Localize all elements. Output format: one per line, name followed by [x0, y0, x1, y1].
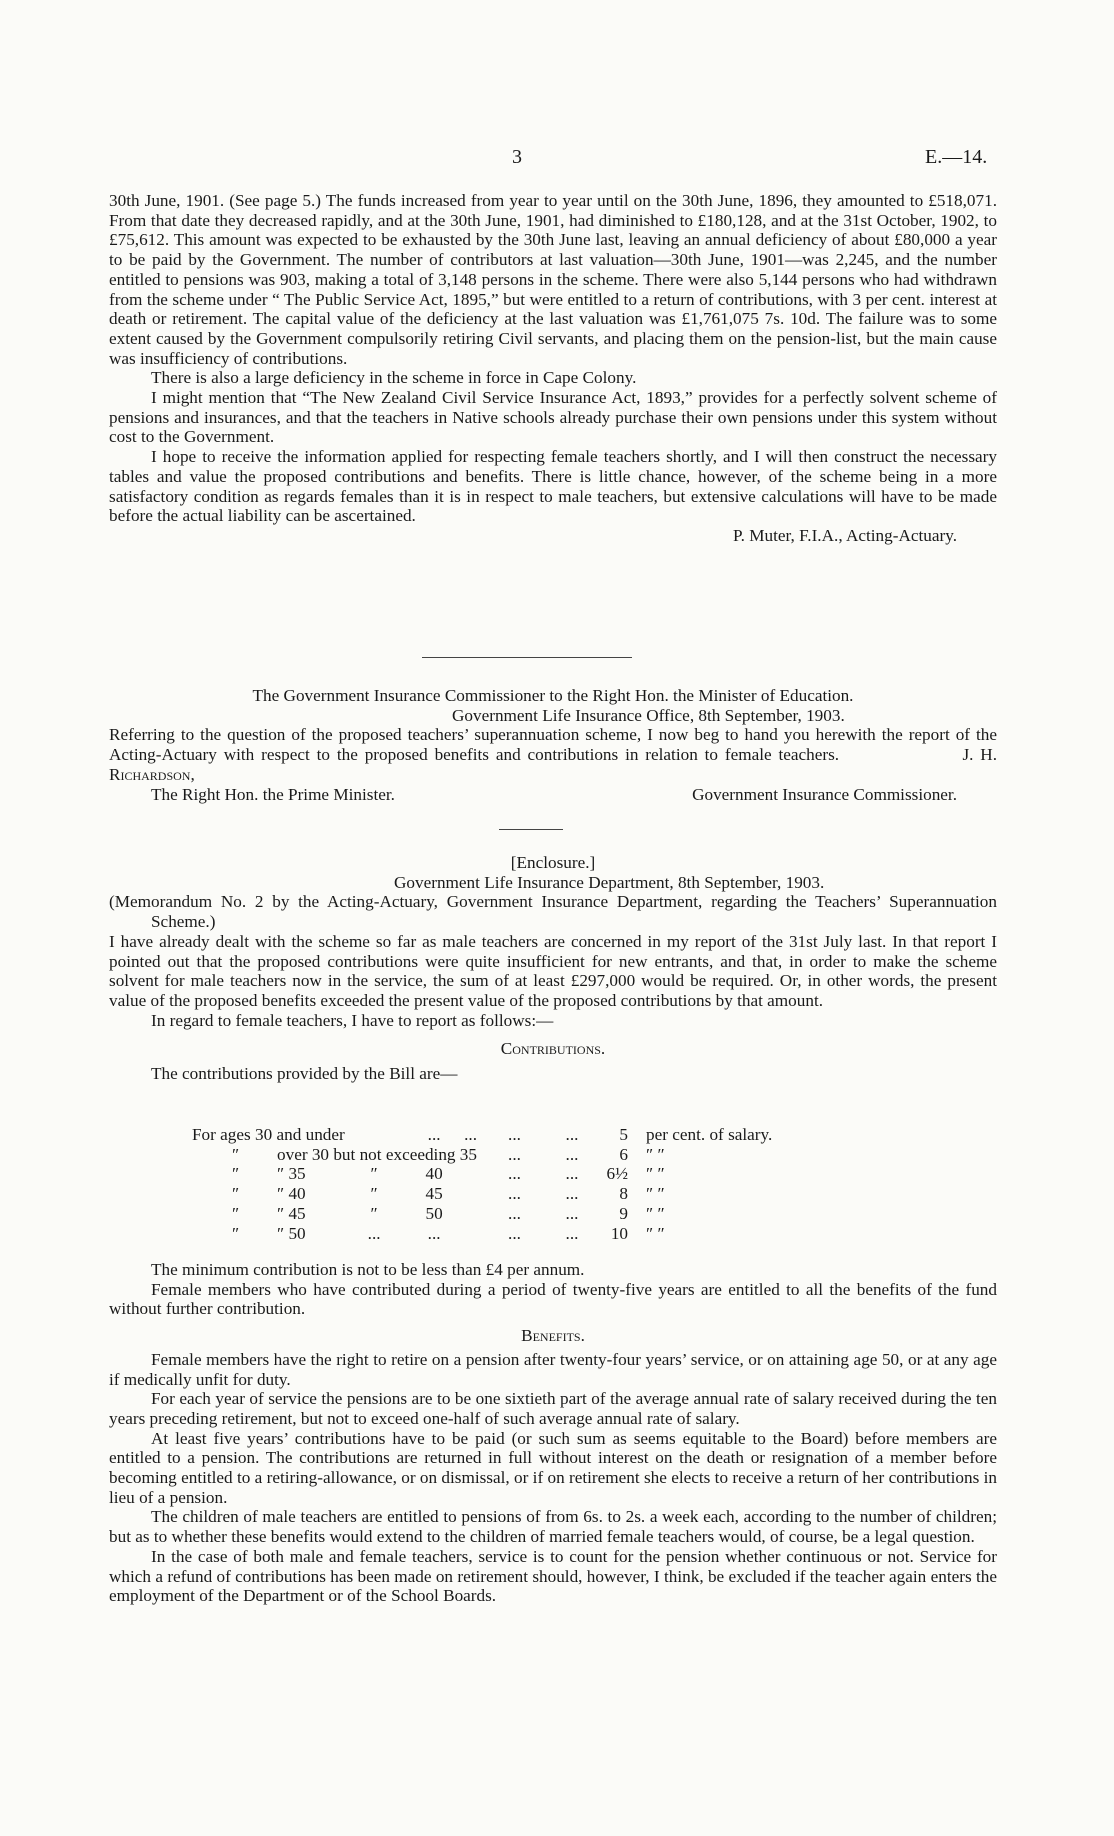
contribution-unit: ″ ″ [646, 1223, 665, 1243]
contribution-rate: 10 [610, 1223, 628, 1243]
contributions-table [192, 1125, 772, 1243]
contribution-cell: ... [427, 1223, 441, 1243]
contribution-cell: ″ 40 [277, 1184, 306, 1204]
report-paragraph: 30th June, 1901. (See page 5.) The funds increased from year to year until on the 30th June, 1896, they amounted to £518,071. From that date they decreased rapidly, and at the 30th June, 1901, had diminished to £180,128, and at the 31st October, 1902, to £75,612. This amount was expected to be exhausted by the 30th June last, leaving an annual deficiency of about £80,000 a year to be paid by the Government. The number of contributors at last valuation—30th June, 1901—was 2,245, and the number entitled to pensions was 903, making a total of 3,148 persons in the scheme. There were also 5,144 persons who had withdrawn from the scheme under “ The Public Service Act, 1895,” but were entitled to a return of contributions, with 3 per cent. interest at death or retirement. The capital value of the deficiency at the last valuation was £1,761,075 7s. 10d. The failure was to some extent caused by the Government compulsorily retiring Civil servants, and placing them on the pension-list, but the main cause was insufficiency of contributions. [109, 191, 997, 368]
contribution-unit: ″ ″ [646, 1164, 665, 1184]
contribution-cell: over 30 but not exceeding 35 [277, 1144, 477, 1164]
letter-signer-title: Government Insurance Commissioner. [692, 784, 957, 804]
contribution-cell: ″ [232, 1144, 240, 1164]
contribution-cell: ... [464, 1125, 477, 1144]
contribution-cell [464, 1204, 477, 1224]
enclosure-label: [Enclosure.] [510, 853, 596, 872]
contribution-cell: 45 [425, 1184, 443, 1204]
benefits-heading: Benefits. [521, 1326, 585, 1346]
enclosure-dateline: Government Life Insurance Department, 8th September, 1903. [394, 872, 825, 892]
report-paragraph: There is also a large deficiency in the scheme in force in Cape Colony. [151, 368, 637, 388]
contribution-cell [464, 1224, 477, 1244]
contribution-cell: For ages 30 and under [192, 1125, 345, 1144]
contribution-cell: ... [565, 1164, 579, 1184]
section-divider [422, 657, 632, 658]
letter-addressee: The Right Hon. the Prime Minister. [151, 784, 395, 804]
enclosure-paragraph: I have already dealt with the scheme so far as male teachers are concerned in my report of the 31st July last. In that report I pointed out that the proposed contributions were quite insufficient for new entrants, and that, in order to make the scheme solvent for male teachers now in the service, the sum of at least £297,000 would be required. Or, in other words, the present value of the proposed benefits exceeded the present value of the proposed contributions by that amount. [109, 931, 997, 1010]
benefits-paragraph: At least five years’ contributions have to be paid (or such sum as seems equitable to the Board) before members are entitled to a pension. The contributions are returned in full without interest on the death or resignation of a member before becoming entitled to a retiring-allowance, or on dismissal, or if on retirement she elects to receive a return of her contributions in lieu of a pension. [109, 1428, 997, 1507]
contribution-cell: ... [565, 1184, 579, 1204]
contribution-unit: ″ ″ [646, 1184, 665, 1204]
contribution-row [192, 1145, 772, 1165]
contribution-cell: 40 [425, 1164, 443, 1184]
contribution-cell: ... [508, 1144, 521, 1164]
contribution-row [192, 1125, 772, 1145]
letter-dateline: Government Life Insurance Office, 8th September, 1903. [452, 705, 845, 725]
contribution-cell: ... [565, 1125, 579, 1144]
memo-title: (Memorandum No. 2 by the Acting-Actuary, Government Insurance Department, regarding the Teachers’ Superannuation Scheme.) [109, 892, 997, 932]
benefits-paragraph: Female members have the right to retire on a pension after twenty-four years’ service, or on attaining age 50, or at any age if medically unfit for duty. [109, 1349, 997, 1389]
document-reference: E.—14. [925, 146, 988, 168]
contributions-intro: The contributions provided by the Bill are— [151, 1064, 458, 1084]
benefits-paragraph: For each year of service the pensions are to be one sixtieth part of the average annual rate of salary received during the ten years preceding retirement, but not to exceed one-half of such average annual rate of salary. [109, 1389, 997, 1428]
benefits-paragraph: In the case of both male and female teachers, service is to count for the pension whether continuous or not. Service for which a refund of contributions has been made on retirement should, however, I think, be excluded if the teacher again enters the employment of the Department or of the School Boards. [109, 1546, 997, 1606]
contribution-rate: 6 [619, 1144, 628, 1164]
contribution-cell: ... [565, 1144, 579, 1164]
contributions-heading: Contributions. [500, 1039, 606, 1059]
contribution-unit: ″ ″ [646, 1203, 665, 1223]
contribution-rate: 5 [619, 1125, 628, 1144]
contribution-cell: ... [427, 1125, 441, 1144]
report-paragraph: I might mention that “The New Zealand Civil Service Insurance Act, 1893,” provides for a perfectly solvent scheme of pensions and insurances, and that the teachers in Native schools already purchase their own pensions under this system without cost to the Government. [109, 388, 997, 447]
contribution-cell: ″ [370, 1203, 378, 1223]
contribution-cell [464, 1164, 477, 1184]
commissioner-letter [109, 686, 997, 804]
contribution-cell [464, 1184, 477, 1204]
contribution-cell: ″ 45 [277, 1203, 306, 1223]
benefits-paragraph: The children of male teachers are entitled to pensions of from 6s. to 2s. a week each, according to the number of children; but as to whether these benefits would extend to the children of married female teachers would, of course, be a legal question. [109, 1507, 997, 1547]
letter-closing [109, 785, 997, 805]
contribution-cell: ″ [370, 1164, 378, 1184]
contribution-row [192, 1204, 772, 1224]
contribution-unit: per cent. of salary. [646, 1125, 773, 1144]
contribution-cell: ″ 50 [277, 1223, 306, 1243]
actuary-signature: P. Muter, F.I.A., Acting-Actuary. [732, 525, 957, 545]
contributions-paragraph: The minimum contribution is not to be less than £4 per annum. [151, 1260, 585, 1279]
contribution-cell: ... [565, 1203, 579, 1223]
contribution-row [192, 1184, 772, 1204]
contribution-cell: ″ [232, 1203, 240, 1223]
contribution-cell: ... [367, 1223, 381, 1243]
contributions-notes [109, 1260, 997, 1606]
contribution-cell: 50 [425, 1203, 443, 1223]
contribution-cell: ″ [232, 1184, 240, 1204]
report-continuation [109, 191, 997, 546]
contribution-cell: ... [508, 1184, 521, 1204]
contribution-cell: ... [508, 1203, 521, 1223]
contribution-cell: ″ [232, 1164, 240, 1184]
report-paragraph: I hope to receive the information applied for respecting female teachers shortly, and I will then construct the necessary tables and value the proposed contributions and benefits. There is little chance, however, of the scheme being in a more satisfactory condition as regards females than it is in respect to male teachers, but extensive calculations will have to be made before the actual liability can be ascertained. [109, 447, 997, 526]
contributions-paragraph: Female members who have contributed during a period of twenty-five years are entitled to all the benefits of the fund without further contribution. [109, 1279, 997, 1319]
letter-heading: The Government Insurance Commissioner to the Right Hon. the Minister of Education. [252, 686, 854, 705]
letter-body: Referring to the question of the proposed teachers’ superannuation scheme, I now beg to hand you herewith the report of the Acting-Actuary with respect to the proposed benefits and contributions in relation to female teachers. J. H. Richardson, [109, 725, 998, 784]
contribution-row [192, 1224, 772, 1244]
contribution-cell: ... [508, 1164, 521, 1184]
contribution-unit: ″ ″ [646, 1144, 665, 1164]
contribution-cell: ... [508, 1223, 521, 1243]
contribution-rate: 6½ [606, 1164, 628, 1184]
enclosure [109, 853, 997, 1084]
enclosure-paragraph: In regard to female teachers, I have to report as follows:— [151, 1010, 554, 1030]
contribution-cell: ″ 35 [277, 1164, 306, 1184]
contribution-cell: ... [565, 1223, 579, 1243]
contribution-cell: ″ [232, 1223, 240, 1243]
contribution-row [192, 1164, 772, 1184]
contribution-rate: 8 [619, 1184, 628, 1204]
page-number: 3 [512, 146, 522, 168]
contribution-rate: 9 [619, 1203, 628, 1223]
letter-signer: J. H. Richardson, [109, 745, 998, 784]
contribution-cell: ″ [370, 1184, 378, 1204]
contribution-cell: ... [508, 1125, 521, 1144]
short-divider [499, 829, 563, 830]
